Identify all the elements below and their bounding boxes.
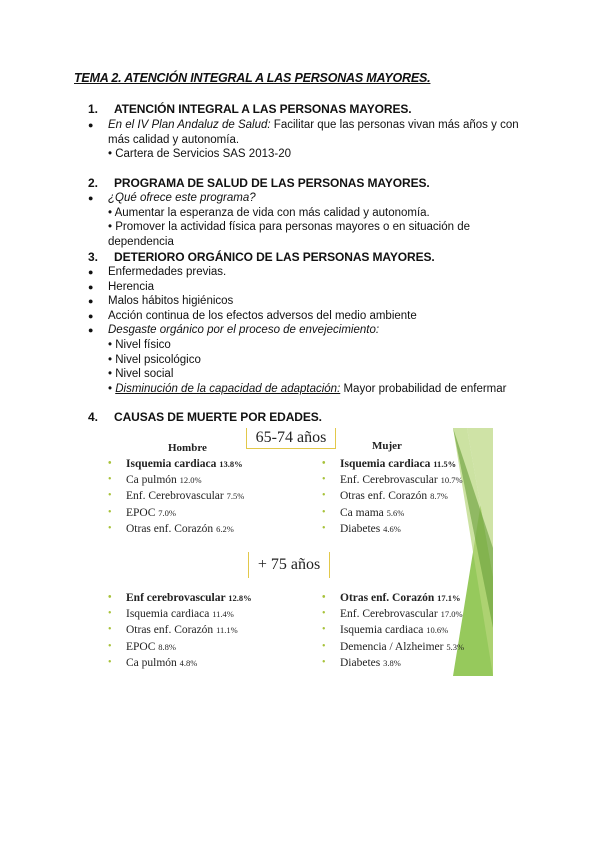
cause-name: EPOC [126, 506, 159, 519]
cause-name: Enf cerebrovascular [126, 592, 229, 604]
section-title: CAUSAS DE MUERTE POR EDADES. [114, 410, 322, 424]
cause-name: Isquemia cardiaca [340, 458, 434, 470]
bullet-icon: • [322, 458, 326, 469]
cause-item [108, 505, 244, 521]
cause-item [108, 639, 252, 655]
dism-text: Mayor probabilidad de enfermar [340, 382, 507, 395]
cause-percent: 12.0% [179, 475, 202, 486]
cause-name: Ca mama [340, 506, 387, 519]
section-title: PROGRAMA DE SALUD DE LAS PERSONAS MAYORES. [114, 176, 430, 190]
bullet-icon: • [322, 592, 326, 603]
cause-name: Isquemia cardiaca [126, 608, 213, 621]
cause-item [322, 622, 464, 638]
bullet-icon: ● [88, 296, 94, 307]
cause-percent: 11.1% [216, 625, 238, 636]
cause-item [108, 472, 244, 488]
bullet-icon: • [108, 656, 112, 668]
section-4 [78, 410, 538, 424]
cause-name: Ca pulmón [126, 656, 180, 669]
section-number: 1. [88, 102, 98, 116]
dism-label: Disminución de la capacidad de adaptación: [115, 382, 341, 395]
bullet-icon: ● [88, 193, 94, 203]
list-hombre-75-plus [108, 590, 252, 671]
bullet-icon: • [108, 522, 112, 534]
cause-name: Isquemia cardiaca [340, 624, 427, 637]
list-item [78, 118, 538, 133]
sub-item: • Nivel físico [108, 338, 171, 351]
bullet-icon: ● [88, 310, 94, 321]
cause-item [108, 456, 244, 472]
bullet-icon: • [108, 608, 112, 620]
cause-percent: 12.8% [228, 593, 252, 603]
sub-item: • Disminución de la capacidad de adaptación: Mayor probabilidad de enfermar [108, 382, 507, 395]
section-heading [78, 176, 538, 190]
cause-name: Demencia / Alzheimer [340, 640, 447, 653]
bullet-icon: • [322, 490, 326, 502]
section-number: 4. [88, 410, 98, 424]
cause-item [322, 505, 463, 521]
bullet-icon: • [108, 624, 112, 636]
bullet-icon: ● [88, 325, 94, 336]
mortality-panel [104, 428, 493, 676]
question-text: ¿Qué ofrece este programa? [108, 192, 256, 204]
cause-percent: 17.1% [437, 593, 461, 603]
cause-percent: 10.7% [440, 475, 463, 486]
plan-text: Facilitar que las personas vivan más años y con [270, 119, 519, 131]
bullet-icon: • [322, 656, 326, 668]
cause-name: Otras enf. Corazón [340, 490, 431, 503]
cause-item [108, 590, 252, 606]
cause-item [322, 590, 464, 606]
cause-item [322, 655, 464, 671]
cause-item [322, 456, 463, 472]
list-item: ● Malos hábitos higiénicos [88, 295, 234, 308]
list-hombre-65-74 [108, 456, 244, 537]
cause-name: EPOC [126, 640, 159, 653]
sub-item: • Cartera de Servicios SAS 2013-20 [108, 148, 292, 161]
section-heading [78, 250, 538, 264]
bullet-icon: • [108, 592, 112, 603]
bullet-icon: • [322, 640, 326, 652]
sub-item: • Nivel social [108, 368, 174, 381]
list-item: ● Desgaste orgánico por el proceso de envejecimiento: [88, 324, 380, 337]
sub-item: • Aumentar la esperanza de vida con más calidad y autonomía. [108, 206, 430, 219]
section-heading [78, 410, 538, 424]
bullet-icon: • [322, 506, 326, 518]
plan-text-cont: más calidad y autonomía. [108, 133, 240, 146]
cause-percent: 6.2% [216, 523, 234, 534]
section-number: 3. [88, 250, 98, 264]
section-1 [78, 102, 538, 162]
column-mujer: Mujer [372, 440, 402, 452]
cause-percent: 7.5% [226, 491, 245, 502]
cause-name: Otras enf. Corazón [126, 624, 217, 637]
plan-label: En el IV Plan Andaluz de Salud: [108, 119, 271, 131]
cause-name: Enf. Cerebrovascular [340, 474, 441, 487]
cause-name: Diabetes [340, 656, 384, 669]
bullet-icon: • [108, 458, 112, 469]
section-3 [78, 250, 538, 396]
cause-item [322, 639, 464, 655]
cause-percent: 5.3% [446, 641, 465, 652]
cause-item [108, 521, 244, 537]
cause-percent: 4.8% [179, 657, 198, 668]
bullet-icon: • [322, 522, 326, 534]
bullet-icon: • [322, 608, 326, 620]
cause-item [108, 488, 244, 504]
cause-percent: 11.5% [433, 459, 457, 469]
list-item: ● Acción continua de los efectos adversos del medio ambiente [88, 309, 417, 322]
cause-item [108, 606, 252, 622]
cause-item [322, 521, 463, 537]
column-hombre: Hombre [168, 442, 207, 454]
cause-item [322, 472, 463, 488]
cause-percent: 17.0% [440, 609, 463, 620]
bullet-icon: • [108, 640, 112, 652]
cause-name: Enf. Cerebrovascular [126, 490, 227, 503]
sub-item: • Nivel psicológico [108, 353, 201, 366]
bullet-icon: • [108, 506, 112, 518]
cause-item [322, 488, 463, 504]
list-mujer-65-74 [322, 456, 463, 537]
section-2 [78, 176, 538, 249]
cause-name: Isquemia cardiaca [126, 458, 220, 470]
cause-percent: 7.0% [158, 507, 176, 518]
bullet-icon: • [322, 624, 326, 636]
bullet-icon: • [108, 474, 112, 486]
bullet-icon: ● [88, 120, 94, 130]
section-title: DETERIORO ORGÁNICO DE LAS PERSONAS MAYORES. [114, 250, 435, 264]
list-mujer-75-plus [322, 590, 464, 671]
cause-percent: 5.6% [386, 507, 405, 518]
section-heading [78, 102, 538, 116]
cause-item [322, 606, 464, 622]
list-item: ● Enfermedades previas. [88, 266, 227, 278]
cause-item [108, 622, 252, 638]
cause-percent: 3.8% [383, 657, 401, 668]
section-title: ATENCIÓN INTEGRAL A LAS PERSONAS MAYORES. [114, 102, 412, 116]
cause-percent: 13.8% [219, 459, 243, 469]
cause-item [108, 655, 252, 671]
bullet-icon: ● [88, 267, 94, 277]
bullet-icon: • [108, 490, 112, 502]
cause-name: Enf. Cerebrovascular [340, 608, 441, 621]
cause-percent: 10.6% [426, 625, 449, 636]
age-group-65-74: 65-74 años [246, 428, 336, 449]
cause-percent: 8.8% [158, 641, 176, 652]
cause-name: Ca pulmón [126, 474, 180, 487]
sub-item: • Promover la actividad física para personas mayores o en situación de dependencia [108, 221, 470, 248]
cause-percent: 8.7% [430, 491, 448, 502]
cause-name: Otras enf. Corazón [126, 522, 217, 535]
age-group-75-plus: + 75 años [248, 552, 330, 578]
list-item [78, 191, 538, 206]
section-number: 2. [88, 176, 98, 190]
list-item: ● Herencia [88, 280, 155, 293]
bullet-icon: • [322, 474, 326, 486]
cause-percent: 11.4% [212, 609, 234, 620]
bullet-icon: ● [88, 281, 94, 292]
cause-name: Otras enf. Corazón [340, 592, 438, 604]
document-title: TEMA 2. ATENCIÓN INTEGRAL A LAS PERSONAS MAYORES. [74, 71, 431, 85]
cause-percent: 4.6% [383, 523, 401, 534]
cause-name: Diabetes [340, 522, 384, 535]
